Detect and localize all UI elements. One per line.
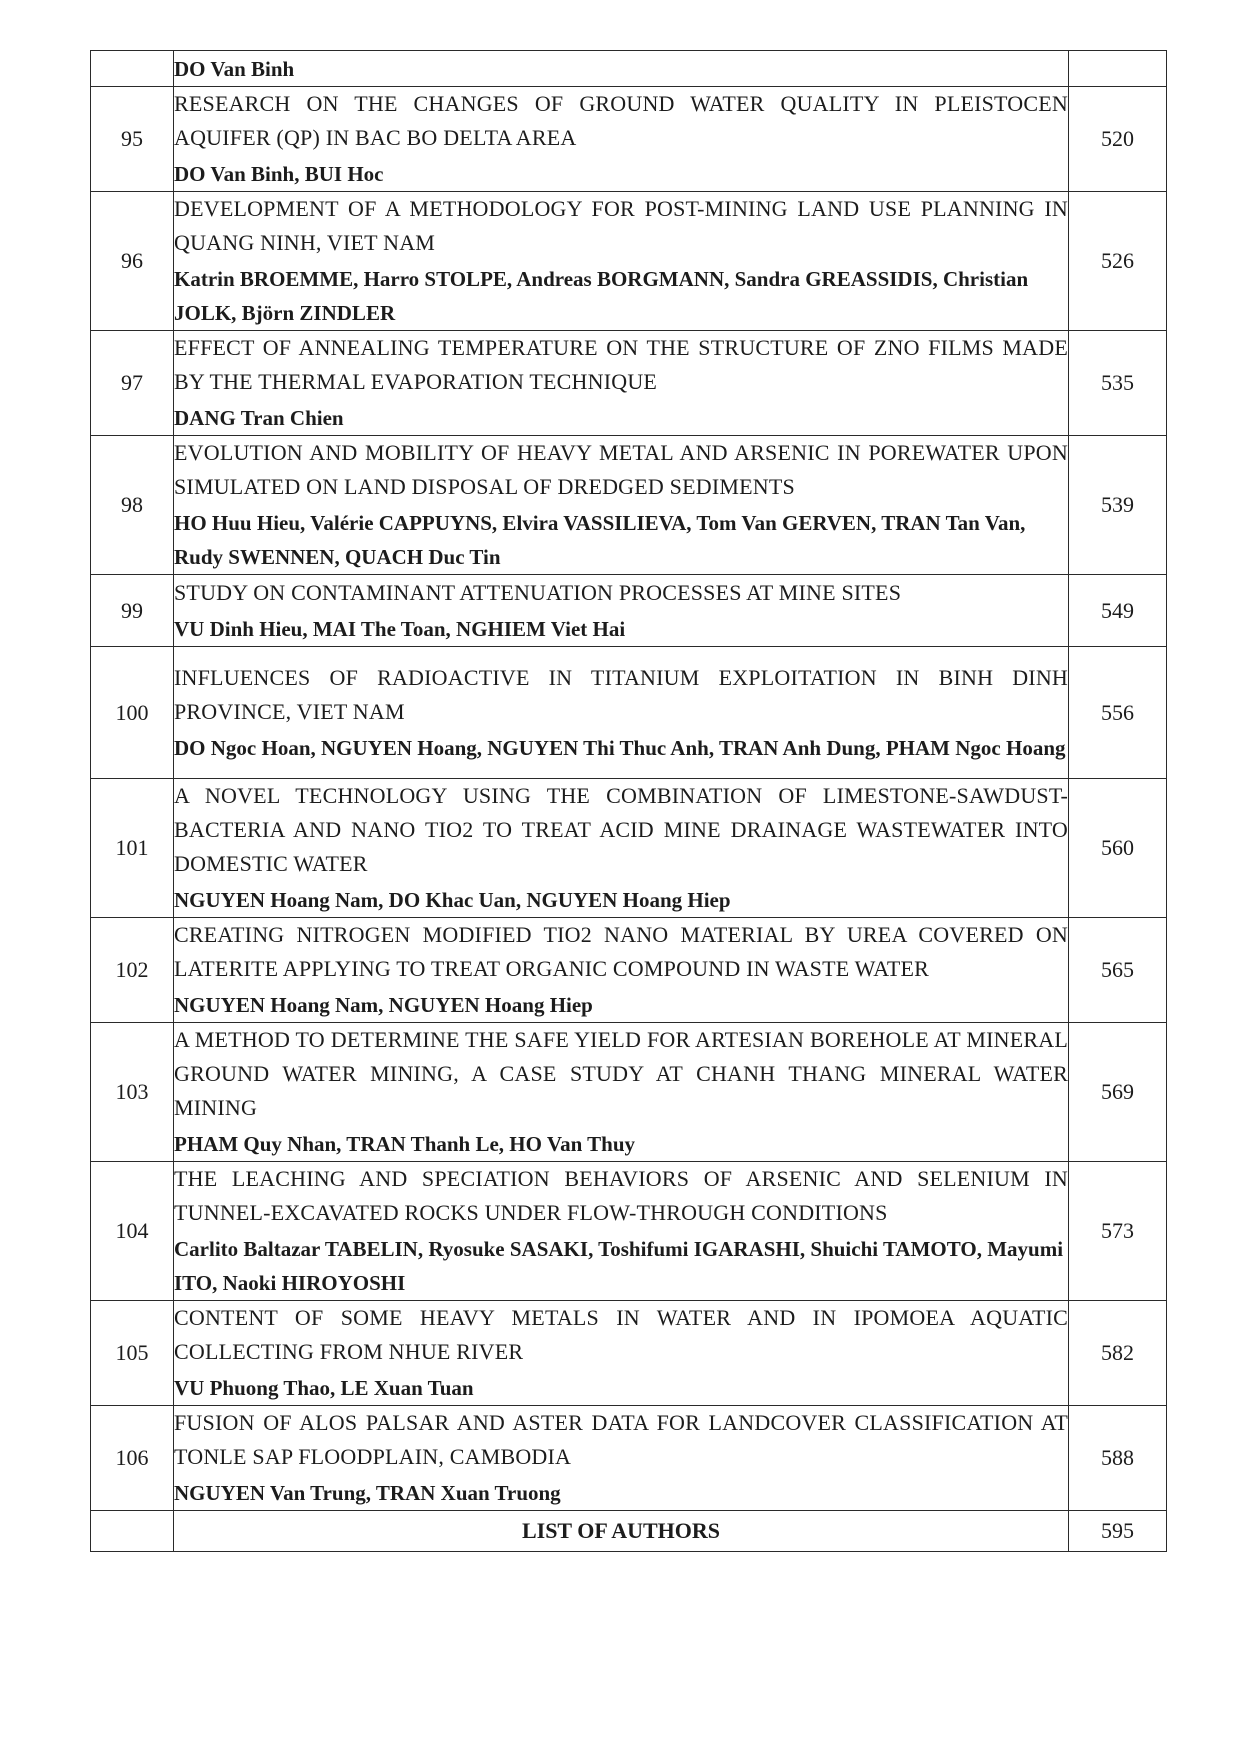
toc-body (174, 1023, 1069, 1162)
toc-footer-row (91, 1511, 1167, 1552)
toc-authors: VU Phuong Thao, LE Xuan Tuan (174, 1376, 474, 1400)
toc-body (174, 331, 1069, 436)
toc-number: 106 (91, 1406, 174, 1511)
toc-title: EFFECT OF ANNEALING TEMPERATURE ON THE STRUCTURE OF ZNO FILMS MADE BY THE THERMAL EVAPORATION TECHNIQUE (174, 335, 1068, 394)
toc-title: FUSION OF ALOS PALSAR AND ASTER DATA FOR LANDCOVER CLASSIFICATION AT TONLE SAP FLOODPLAIN, CAMBODIA (174, 1410, 1068, 1469)
toc-number: 102 (91, 918, 174, 1023)
toc-body (174, 51, 1069, 87)
toc-page: 556 (1069, 647, 1167, 779)
toc-number: 103 (91, 1023, 174, 1162)
toc-entry (91, 779, 1167, 918)
toc-entry (91, 1406, 1167, 1511)
toc-body (174, 87, 1069, 192)
toc-authors: HO Huu Hieu, Valérie CAPPUYNS, Elvira VASSILIEVA, Tom Van GERVEN, TRAN Tan Van, Rudy SWENNEN, QUACH Duc Tin (174, 511, 1026, 569)
toc-body (174, 918, 1069, 1023)
toc-title: CREATING NITROGEN MODIFIED TIO2 NANO MATERIAL BY UREA COVERED ON LATERITE APPLYING TO TREAT ORGANIC COMPOUND IN WASTE WATER (174, 922, 1068, 981)
toc-title: THE LEACHING AND SPECIATION BEHAVIORS OF ARSENIC AND SELENIUM IN TUNNEL-EXCAVATED ROCKS UNDER FLOW-THROUGH CONDITIONS (174, 1166, 1068, 1225)
toc-number: 99 (91, 575, 174, 647)
toc-title: INFLUENCES OF RADIOACTIVE IN TITANIUM EXPLOITATION IN BINH DINH PROVINCE, VIET NAM (174, 664, 1068, 724)
toc-authors: NGUYEN Hoang Nam, DO Khac Uan, NGUYEN Hoang Hiep (174, 888, 731, 912)
toc-authors: Katrin BROEMME, Harro STOLPE, Andreas BORGMANN, Sandra GREASSIDIS, Christian JOLK, Björn ZINDLER (174, 267, 1029, 325)
toc-entry (91, 87, 1167, 192)
toc-title: CONTENT OF SOME HEAVY METALS IN WATER AND IN IPOMOEA AQUATIC COLLECTING FROM NHUE RIVER (174, 1305, 1068, 1364)
toc-number: 96 (91, 192, 174, 331)
toc-number: 105 (91, 1301, 174, 1406)
toc-page: 535 (1069, 331, 1167, 436)
toc-page: 565 (1069, 918, 1167, 1023)
toc-entry (91, 1023, 1167, 1162)
toc-entry (91, 436, 1167, 575)
toc-entry (91, 918, 1167, 1023)
toc-body (174, 192, 1069, 331)
toc-body (174, 1301, 1069, 1406)
toc-entry (91, 647, 1167, 779)
toc-page: 520 (1069, 87, 1167, 192)
toc-authors: Carlito Baltazar TABELIN, Ryosuke SASAKI, Toshifumi IGARASHI, Shuichi TAMOTO, Mayumi ITO, Naoki HIROYOSHI (174, 1237, 1064, 1295)
toc-page: 549 (1069, 575, 1167, 647)
toc-page: 539 (1069, 436, 1167, 575)
toc-title: STUDY ON CONTAMINANT ATTENUATION PROCESSES AT MINE SITES (174, 579, 902, 605)
toc-body (174, 1406, 1069, 1511)
toc-page: 588 (1069, 1406, 1167, 1511)
toc-number (91, 1511, 174, 1552)
toc-title: A METHOD TO DETERMINE THE SAFE YIELD FOR ARTESIAN BOREHOLE AT MINERAL GROUND WATER MINING, A CASE STUDY AT CHANH THANG MINERAL WATER MINING (174, 1027, 1068, 1120)
toc-authors: DANG Tran Chien (174, 406, 344, 430)
toc-entry (91, 331, 1167, 436)
toc-number: 104 (91, 1162, 174, 1301)
toc-entry (91, 1301, 1167, 1406)
toc-page: 560 (1069, 779, 1167, 918)
toc-authors: VU Dinh Hieu, MAI The Toan, NGHIEM Viet Hai (174, 616, 626, 641)
toc-title: EVOLUTION AND MOBILITY OF HEAVY METAL AND ARSENIC IN POREWATER UPON SIMULATED ON LAND DISPOSAL OF DREDGED SEDIMENTS (174, 440, 1068, 499)
toc-entry (91, 575, 1167, 647)
toc-authors: DO Van Binh (174, 56, 295, 81)
toc-authors: NGUYEN Hoang Nam, NGUYEN Hoang Hiep (174, 993, 593, 1017)
toc-authors: DO Ngoc Hoan, NGUYEN Hoang, NGUYEN Thi Thuc Anh, TRAN Anh Dung, PHAM Ngoc Hoang (174, 735, 1066, 760)
toc-body (174, 647, 1069, 779)
toc-title: DEVELOPMENT OF A METHODOLOGY FOR POST-MINING LAND USE PLANNING IN QUANG NINH, VIET NAM (174, 196, 1068, 255)
toc-page (1069, 51, 1167, 87)
list-of-authors-heading: LIST OF AUTHORS (174, 1511, 1069, 1552)
toc-number: 101 (91, 779, 174, 918)
table-of-contents (90, 50, 1167, 1552)
toc-body (174, 1162, 1069, 1301)
toc-entry (91, 192, 1167, 331)
toc-body (174, 575, 1069, 647)
toc-authors: PHAM Quy Nhan, TRAN Thanh Le, HO Van Thuy (174, 1132, 635, 1156)
toc-number: 100 (91, 647, 174, 779)
toc-number (91, 51, 174, 87)
toc-page: 526 (1069, 192, 1167, 331)
toc-title: RESEARCH ON THE CHANGES OF GROUND WATER QUALITY IN PLEISTOCEN AQUIFER (QP) IN BAC BO DELTA AREA (174, 91, 1068, 150)
toc-page: 582 (1069, 1301, 1167, 1406)
toc-page: 569 (1069, 1023, 1167, 1162)
toc-authors: NGUYEN Van Trung, TRAN Xuan Truong (174, 1481, 561, 1505)
toc-entry (91, 1162, 1167, 1301)
toc-number: 95 (91, 87, 174, 192)
toc-page: 595 (1069, 1511, 1167, 1552)
toc-body (174, 436, 1069, 575)
toc-title: A NOVEL TECHNOLOGY USING THE COMBINATION OF LIMESTONE-SAWDUST-BACTERIA AND NANO TIO2 TO TREAT ACID MINE DRAINAGE WASTEWATER INTO DOMESTIC WATER (174, 783, 1068, 876)
toc-body (174, 779, 1069, 918)
toc-page: 573 (1069, 1162, 1167, 1301)
toc-authors: DO Van Binh, BUI Hoc (174, 162, 384, 186)
toc-continuation-row (91, 51, 1167, 87)
toc-number: 98 (91, 436, 174, 575)
toc-number: 97 (91, 331, 174, 436)
